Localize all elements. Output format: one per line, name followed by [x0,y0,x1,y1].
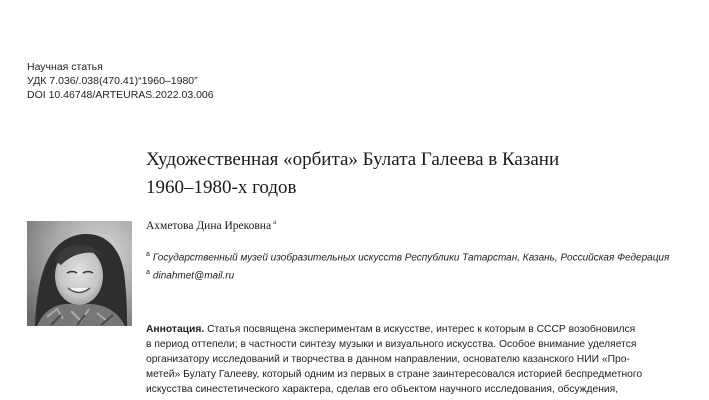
author-line [146,218,276,232]
title-line-2: 1960–1980-х годов [146,177,297,198]
abstract-line-4: метей» Булату Галееву, который одним из первых в стране заинтересовался историей беспредметного [146,369,643,380]
abstract-text-1: Статья посвящена экспериментам в искусстве, интерес к которым в СССР возобновился [204,324,636,335]
author-affiliation-marker: a [273,218,277,226]
affiliation-block [146,248,669,284]
affiliation-line [146,248,669,266]
author-name: Ахметова Дина Ирековна [146,219,272,232]
affiliation-marker: a [146,251,150,258]
abstract-line-1 [146,322,674,337]
article-title [146,146,686,202]
abstract-paragraph [146,322,674,397]
udc-code: УДК 7.036/.038(470.41)“1960–1980” [27,75,198,87]
abstract-line-5: искусства синестетического характера, сделав его объектом научного исследования, обсуждения, [146,384,619,395]
author-email[interactable]: dinahmet@mail.ru [152,270,235,282]
article-metadata [27,60,214,102]
doi-link[interactable]: DOI 10.46748/ARTEURAS.2022.03.006 [27,89,214,101]
author-photo [27,221,132,326]
email-marker: a [146,268,150,276]
email-line [146,266,669,284]
title-line-1: Художественная «орбита» Булата Галеева в Казани [146,149,560,170]
affiliation-institution: Государственный музей изобразительных искусств Республики Татарстан, Казань, Российская Федерация [152,252,670,264]
author-portrait-image [27,221,132,326]
article-type: Научная статья [27,61,103,73]
abstract-line-3: организатору исследований и творчества в данном направлении, основателю казанского НИИ «Про- [146,354,630,365]
abstract-label: Аннотация. [146,324,205,335]
abstract-line-2: в период оттепели; в частности синтезу музыки и визуального искусства. Особое внимание уделяется [146,339,637,350]
